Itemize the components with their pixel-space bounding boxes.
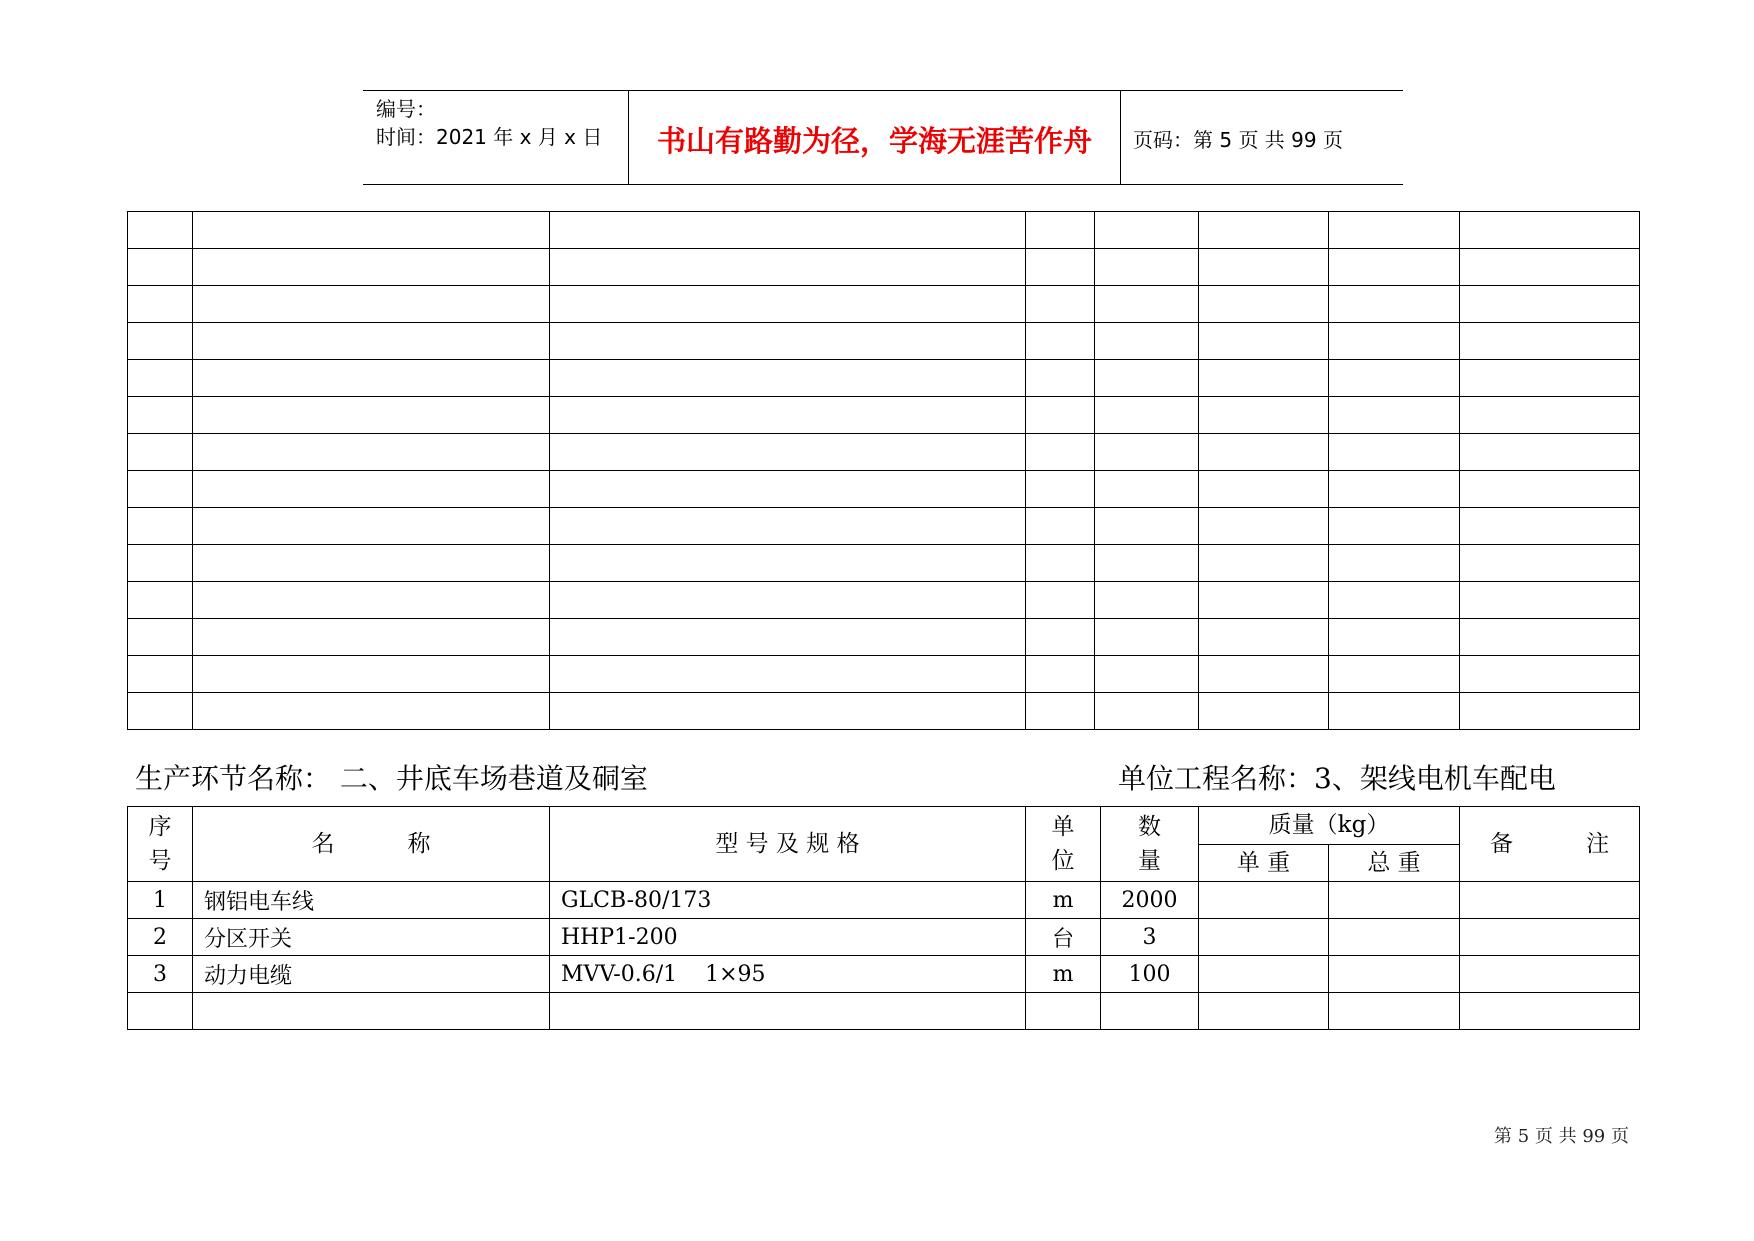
blank-cell [128, 656, 193, 693]
blank-row [128, 249, 1640, 286]
blank-cell [193, 360, 550, 397]
blank-cell [193, 323, 550, 360]
blank-cell [1199, 471, 1329, 508]
cell-seq: 3 [128, 956, 193, 993]
motto: 书山有路勤为径，学海无涯苦作舟 [656, 124, 1092, 158]
blank-cell [1329, 545, 1460, 582]
page-footer: 第 5 页 共 99 页 [1494, 1126, 1629, 1147]
blank-cell [550, 360, 1026, 397]
blank-cell [128, 212, 193, 249]
blank-cell [1199, 249, 1329, 286]
blank-cell [1095, 249, 1199, 286]
cell-model [550, 993, 1026, 1030]
cell-qty: 3 [1101, 919, 1199, 956]
blank-cell [128, 545, 193, 582]
blank-cell [1026, 434, 1095, 471]
qty-header-line2: 量 [1138, 848, 1161, 874]
header-row [128, 807, 1640, 845]
blank-row [128, 693, 1640, 730]
header-info-cell [363, 91, 629, 184]
blank-cell [128, 397, 193, 434]
blank-cell [1026, 656, 1095, 693]
blank-cell [128, 508, 193, 545]
cell-name: 分区开关 [193, 919, 550, 956]
cell-total-weight [1329, 882, 1460, 919]
production-link-title: 生产环节名称： 二、井底车场巷道及硐室 [135, 762, 648, 795]
blank-cell [1026, 323, 1095, 360]
blank-cell [1095, 508, 1199, 545]
blank-cell [193, 693, 550, 730]
cell-total-weight [1329, 919, 1460, 956]
blank-cell [1199, 582, 1329, 619]
blank-cell [1199, 212, 1329, 249]
blank-cell [128, 582, 193, 619]
blank-cell [1199, 360, 1329, 397]
blank-cell [1095, 434, 1199, 471]
seq-header-line2: 号 [148, 848, 172, 874]
blank-cell [1199, 434, 1329, 471]
blank-cell [1460, 508, 1640, 545]
blank-row [128, 508, 1640, 545]
cell-qty [1101, 993, 1199, 1030]
cell-qty: 100 [1101, 956, 1199, 993]
blank-cell [1199, 323, 1329, 360]
blank-cell [193, 582, 550, 619]
cell-name: 钢铝电车线 [193, 882, 550, 919]
blank-cell [550, 249, 1026, 286]
unit-header [1026, 807, 1101, 882]
blank-cell [1095, 323, 1199, 360]
cell-name: 动力电缆 [193, 956, 550, 993]
cell-model: MVV-0.6/1 1×95 [550, 956, 1026, 993]
blank-cell [128, 471, 193, 508]
cell-seq [128, 993, 193, 1030]
blank-cell [1026, 286, 1095, 323]
blank-cell [1460, 582, 1640, 619]
blank-cell [1460, 471, 1640, 508]
blank-cell [128, 286, 193, 323]
blank-cell [550, 397, 1026, 434]
blank-cell [1329, 693, 1460, 730]
blank-cell [550, 508, 1026, 545]
blank-cell [550, 471, 1026, 508]
cell-total-weight [1329, 956, 1460, 993]
table-row [128, 882, 1640, 919]
blank-cell [193, 619, 550, 656]
blank-cell [1095, 286, 1199, 323]
blank-cell [1199, 693, 1329, 730]
blank-cell [1026, 249, 1095, 286]
blank-row [128, 434, 1640, 471]
cell-unit-weight [1199, 956, 1329, 993]
blank-cell [550, 212, 1026, 249]
cell-remark [1460, 919, 1640, 956]
page-code: 页码：第 5 页 共 99 页 [1133, 128, 1343, 152]
cell-model: GLCB-80/173 [550, 882, 1026, 919]
blank-row [128, 323, 1640, 360]
header-motto-cell [629, 91, 1121, 184]
seq-header [128, 807, 193, 882]
blank-cell [193, 471, 550, 508]
blank-cell [1329, 508, 1460, 545]
blank-cell [1026, 397, 1095, 434]
blank-cell [1460, 212, 1640, 249]
cell-remark [1460, 993, 1640, 1030]
blank-cell [1026, 471, 1095, 508]
cell-unit-weight [1199, 993, 1329, 1030]
blank-cell [193, 656, 550, 693]
table-row [128, 919, 1640, 956]
blank-cell [1460, 249, 1640, 286]
cell-unit: m [1026, 956, 1101, 993]
cell-unit-weight [1199, 919, 1329, 956]
blank-row [128, 619, 1640, 656]
unit-header-line1: 单 [1051, 814, 1075, 840]
qty-header [1101, 807, 1199, 882]
blank-cell [1460, 693, 1640, 730]
cell-name [193, 993, 550, 1030]
blank-cell [1095, 619, 1199, 656]
blank-cell [1095, 360, 1199, 397]
blank-cell [1460, 434, 1640, 471]
blank-cell [1460, 397, 1640, 434]
blank-cell [1095, 545, 1199, 582]
blank-cell [1026, 508, 1095, 545]
blank-cell [1095, 397, 1199, 434]
cell-seq: 2 [128, 919, 193, 956]
blank-table [127, 211, 1640, 730]
cell-seq: 1 [128, 882, 193, 919]
blank-cell [193, 508, 550, 545]
blank-cell [1329, 360, 1460, 397]
blank-row [128, 397, 1640, 434]
time-label: 时间：2021 年 x 月 x 日 [376, 125, 603, 149]
blank-cell [1460, 360, 1640, 397]
blank-cell [1095, 471, 1199, 508]
blank-cell [1199, 545, 1329, 582]
blank-cell [1095, 656, 1199, 693]
blank-row [128, 582, 1640, 619]
table-row [128, 993, 1640, 1030]
document-header [363, 90, 1403, 185]
name-header: 名 称 [193, 807, 550, 882]
cell-total-weight [1329, 993, 1460, 1030]
blank-cell [1026, 619, 1095, 656]
total-weight-header: 总 重 [1329, 844, 1460, 882]
blank-cell [1026, 212, 1095, 249]
blank-cell [550, 545, 1026, 582]
blank-cell [1329, 286, 1460, 323]
blank-row [128, 471, 1640, 508]
blank-cell [193, 397, 550, 434]
blank-cell [1199, 397, 1329, 434]
blank-cell [1095, 582, 1199, 619]
blank-cell [1460, 545, 1640, 582]
blank-cell [1460, 323, 1640, 360]
blank-cell [1329, 397, 1460, 434]
blank-cell [1329, 323, 1460, 360]
blank-cell [1460, 619, 1640, 656]
blank-cell [193, 545, 550, 582]
blank-cell [1329, 582, 1460, 619]
mass-header: 质量（kg） [1199, 807, 1460, 845]
blank-cell [1329, 212, 1460, 249]
remark-header: 备 注 [1460, 807, 1640, 882]
cell-remark [1460, 956, 1640, 993]
blank-cell [1199, 508, 1329, 545]
blank-cell [1329, 471, 1460, 508]
material-table [127, 806, 1640, 1030]
blank-cell [1026, 360, 1095, 397]
blank-cell [1199, 619, 1329, 656]
blank-cell [128, 693, 193, 730]
blank-cell [1460, 286, 1640, 323]
blank-cell [1026, 545, 1095, 582]
cell-model: HHP1-200 [550, 919, 1026, 956]
blank-cell [193, 249, 550, 286]
cell-unit [1026, 993, 1101, 1030]
blank-row [128, 360, 1640, 397]
unit-header-line2: 位 [1051, 848, 1075, 874]
blank-cell [550, 693, 1026, 730]
blank-cell [128, 619, 193, 656]
qty-header-line1: 数 [1138, 814, 1161, 840]
blank-cell [1026, 582, 1095, 619]
model-header: 型 号 及 规 格 [550, 807, 1026, 882]
cell-unit: 台 [1026, 919, 1101, 956]
blank-cell [1095, 693, 1199, 730]
blank-cell [1199, 656, 1329, 693]
blank-row [128, 656, 1640, 693]
blank-cell [1329, 249, 1460, 286]
blank-cell [550, 323, 1026, 360]
blank-cell [1199, 286, 1329, 323]
blank-cell [1329, 656, 1460, 693]
blank-cell [128, 323, 193, 360]
blank-cell [128, 434, 193, 471]
blank-row [128, 212, 1640, 249]
cell-unit-weight [1199, 882, 1329, 919]
blank-cell [1460, 656, 1640, 693]
blank-cell [1329, 434, 1460, 471]
blank-cell [128, 249, 193, 286]
unit-weight-header: 单 重 [1199, 844, 1329, 882]
blank-cell [550, 656, 1026, 693]
blank-cell [550, 619, 1026, 656]
blank-row [128, 545, 1640, 582]
cell-unit: m [1026, 882, 1101, 919]
blank-cell [550, 286, 1026, 323]
blank-cell [193, 212, 550, 249]
blank-cell [1095, 212, 1199, 249]
blank-cell [1329, 619, 1460, 656]
blank-cell [1026, 693, 1095, 730]
blank-row [128, 286, 1640, 323]
number-label: 编号： [376, 97, 436, 121]
cell-qty: 2000 [1101, 882, 1199, 919]
blank-cell [128, 360, 193, 397]
blank-cell [193, 286, 550, 323]
header-page-cell [1121, 91, 1403, 184]
blank-cell [550, 434, 1026, 471]
seq-header-line1: 序 [148, 814, 172, 840]
blank-cell [550, 582, 1026, 619]
unit-project-title: 单位工程名称：3、架线电机车配电 [1118, 762, 1556, 795]
blank-cell [193, 434, 550, 471]
cell-remark [1460, 882, 1640, 919]
table-row [128, 956, 1640, 993]
